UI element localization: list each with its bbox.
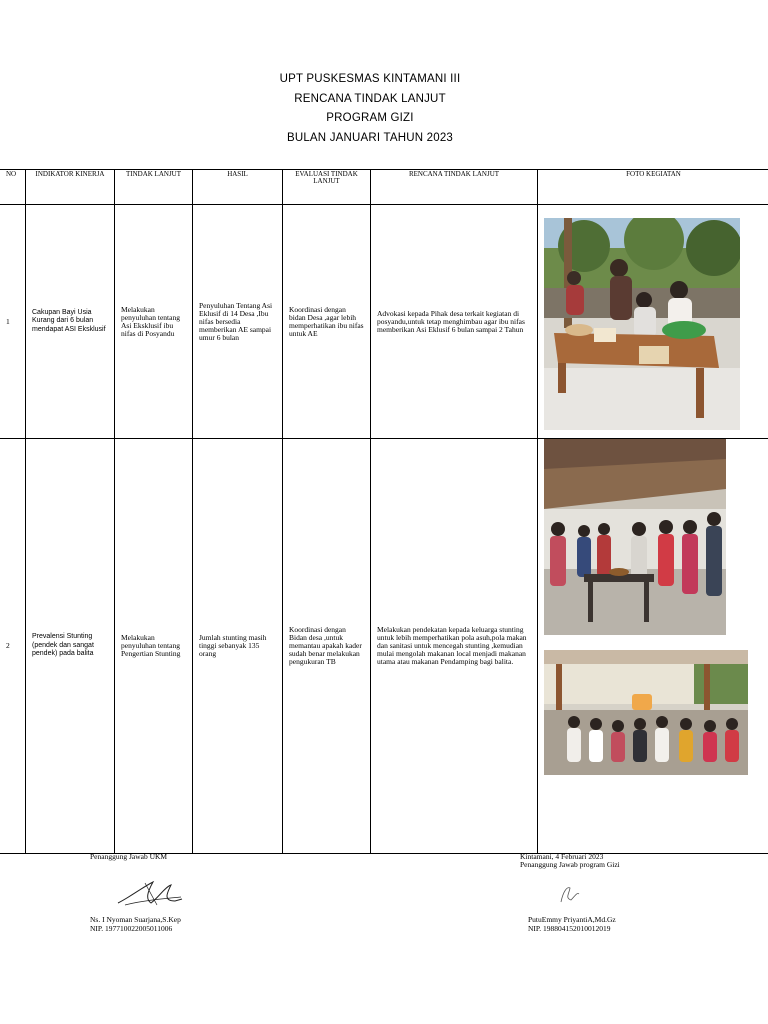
col-header-tindak-lanjut: TINDAK LANJUT: [115, 170, 193, 205]
row-2-hasil: Jumlah stunting masih tinggi sebanyak 135 orang: [193, 439, 283, 854]
col-header-foto: FOTO KEGIATAN: [538, 170, 768, 205]
row-2-tindak-lanjut: Melakukan penyuluhan tentang Pengertian Stunting: [115, 439, 193, 854]
title-line-1: UPT PUSKESMAS KINTAMANI III: [279, 73, 461, 85]
activity-photo-posyandu: [544, 218, 740, 430]
right-signature-name: PutuEmmy PriyantiA,Md.Gz: [528, 915, 616, 924]
col-header-indikator: INDIKATOR KINERJA: [26, 170, 115, 205]
follow-up-plan-table: [0, 169, 768, 854]
row-2-rencana: Melakukan pendekatan kepada keluarga stunting untuk lebih memperhatikan pola asuh,pola makan dan sanitasi untuk mencegah stunting ,kemudian mulai mengolah makanan local menjadi makanan utama atau makanan Pendamping bagi balita.: [371, 439, 538, 854]
row-2-no: 2: [0, 439, 26, 854]
left-signature-role: Penanggung Jawab UKM: [90, 852, 168, 861]
row-1-evaluasi: Koordinasi dengan bidan Desa ,agar lebih memperhatikan ibu nifas untuk AE: [283, 205, 371, 439]
row-2-evaluasi: Koordinasi dengan Bidan desa ,untuk memantau apakah kader sudah benar melakukan pengukuran TB: [283, 439, 371, 854]
left-signature-nip: NIP. 197710022005011006: [90, 924, 173, 933]
table-row: [0, 439, 768, 854]
right-signature-role: Penanggung Jawab program Gizi: [520, 860, 620, 869]
row-1-no: 1: [0, 205, 26, 439]
title-line-2: RENCANA TINDAK LANJUT: [294, 92, 446, 105]
row-1-indikator: Cakupan Bayi Usia Kurang dari 6 bulan mendapat ASI Eksklusif: [26, 205, 115, 439]
table-row: [0, 205, 768, 439]
col-header-rencana: RENCANA TINDAK LANJUT: [371, 170, 538, 205]
row-1-hasil: Penyuluhan Tentang Asi Eklusif di 14 Desa ,Ibu nifas bersedia memberikan AE sampai umur 6 bulan: [193, 205, 283, 439]
col-header-hasil: HASIL: [193, 170, 283, 205]
left-signature-image: [115, 877, 185, 911]
title-line-3: PROGRAM GIZI: [326, 112, 414, 124]
row-2-indikator: Prevalensi Stunting (pendek dan sangat pendek) pada balita: [26, 439, 115, 854]
right-signature-nip: NIP. 198804152010012019: [528, 924, 611, 933]
title-line-4: BULAN JANUARI TAHUN 2023: [286, 131, 454, 144]
left-signature-name: Ns. I Nyoman Suarjana,S.Kep: [90, 915, 181, 924]
row-1-rencana: Advokasi kepada Pihak desa terkait kegiatan di posyandu,untuk tetap menghimbau agar ibu nifas memberikan Asi Eklusif 6 bulan sampai 2 Tahun: [371, 205, 538, 439]
document-title: [0, 70, 740, 148]
row-1-tindak-lanjut: Melakukan penyuluhan tentang Asi Eksklusif ibu nifas di Posyandu: [115, 205, 193, 439]
row-2-foto: [538, 439, 768, 854]
row-1-foto: [538, 205, 768, 439]
table-header-row: [0, 170, 768, 205]
right-signature-image: [555, 882, 585, 908]
right-signature-place-date: Kintamani, 4 Februari 2023: [520, 852, 604, 861]
activity-photo-group: [544, 650, 748, 775]
activity-photo-stunting-session: [544, 439, 726, 635]
col-header-no: NO: [0, 170, 26, 205]
col-header-evaluasi: EVALUASI TINDAK LANJUT: [283, 170, 371, 205]
